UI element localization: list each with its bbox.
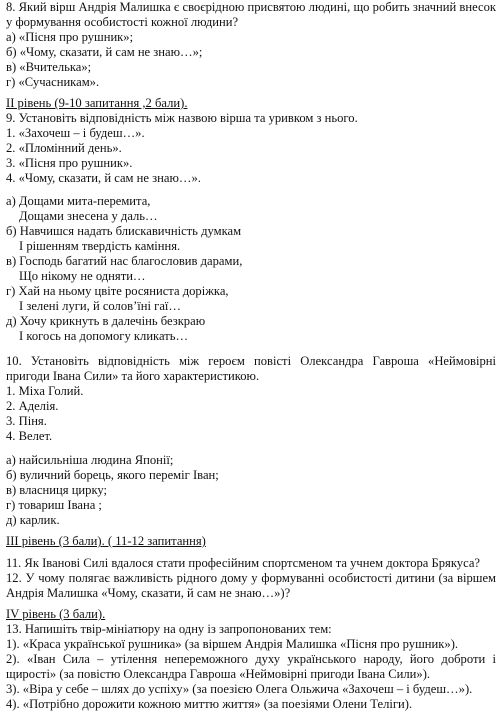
text-line: пригоди Івана Сили» та його характеристикою. <box>6 369 260 383</box>
text-line: 3). «Віра у себе – шлях до успіху» (за поезією Олега Ольжича «Захочеш – і будеш…»). <box>6 682 473 696</box>
text-line: 4. «Чому, сказати, й сам не знаю…». <box>6 171 201 185</box>
text-line: 2). «Іван Сила – утілення непереможного духу українського народу, його доброти і <box>6 652 496 666</box>
text-line: в) власниця цирку; <box>6 483 108 497</box>
text-line: 3. «Пісня про рушник». <box>6 156 133 170</box>
text-line: 2. «Пломінний день». <box>6 141 122 155</box>
text-line: ІІІ рівень (3 бали). ( 11-12 запитання) <box>6 534 206 548</box>
text-line: д) карлик. <box>6 513 60 527</box>
text-line: І когось на допомогу кликать… <box>19 329 189 343</box>
text-line: д) Хочу крикнуть в далечінь безкраю <box>6 314 206 328</box>
text-line: ІІ рівень (9-10 запитання ,2 бали). <box>6 96 188 110</box>
text-line: 12. У чому полягає важливість рідного дому у формуванні особистості дитини (за віршем <box>6 571 496 585</box>
text-line: 3. Піня. <box>6 414 47 428</box>
text-line: г) товариш Івана ; <box>6 498 102 512</box>
text-line: Що нікому не одняти… <box>19 269 146 283</box>
text-line: 1. «Захочеш – і будеш…». <box>6 126 145 140</box>
text-line: б) Навчишся надать блискавичність думкам <box>6 224 242 238</box>
text-line: 1. Міха Голий. <box>6 384 84 398</box>
text-line: 13. Напишіть твір-мініатюру на одну із запропонованих тем: <box>6 622 332 636</box>
text-line: 10. Установіть відповідність між героєм повісті Олександра Гавроша «Неймовірні <box>6 354 496 368</box>
text-line: 2. Аделія. <box>6 399 59 413</box>
text-line: 4). «Потрібно дорожити кожною миттю життя» (за поезіями Олени Теліги). <box>6 697 413 711</box>
text-line: 4. Велет. <box>6 429 53 443</box>
text-line: Андрія Малишка «Чому, сказати, й сам не знаю…»)? <box>6 586 291 600</box>
text-line: в) Господь багатий нас благословив дарами, <box>6 254 243 268</box>
text-line: 9. Установіть відповідність між назвою вірша та уривком з нього. <box>6 111 358 125</box>
text-line: І зелені луги, й солов’їні гаї… <box>19 299 182 313</box>
text-line: Дощами знесена у даль… <box>19 209 158 223</box>
text-line: IV рівень (3 бали). <box>6 607 106 621</box>
text-line: а) «Пісня про рушник»; <box>6 30 134 44</box>
text-line: І рішенням твердість каміння. <box>19 239 181 253</box>
text-line: г) «Сучасникам». <box>6 75 100 89</box>
text-line: щирості» (за повістю Олександра Гавроша «Неймовірні пригоди Івана Сили»). <box>6 667 431 681</box>
text-line: 1). «Краса української рушника» (за віршем Андрія Малишка «Пісня про рушник»). <box>6 637 459 651</box>
text-line: 8. Який вірш Андрія Малишка є своєрідною присвятою людині, що робить значний внесок <box>6 0 496 14</box>
text-line: 11. Як Іванові Силі вдалося стати професійним спортсменом та учнем доктора Брякуса? <box>6 556 481 570</box>
text-line: в) «Вчителька»; <box>6 60 92 74</box>
text-line: б) вуличний борець, якого переміг Іван; <box>6 468 219 482</box>
text-line: а) найсильніша людина Японії; <box>6 453 174 467</box>
text-line: у формування особистості кожної людини? <box>6 15 239 29</box>
text-line: б) «Чому, сказати, й сам не знаю…»; <box>6 45 203 59</box>
text-line: г) Хай на ньому цвіте росяниста доріжка, <box>6 284 229 298</box>
text-line: а) Дощами мита-перемита, <box>6 194 151 208</box>
